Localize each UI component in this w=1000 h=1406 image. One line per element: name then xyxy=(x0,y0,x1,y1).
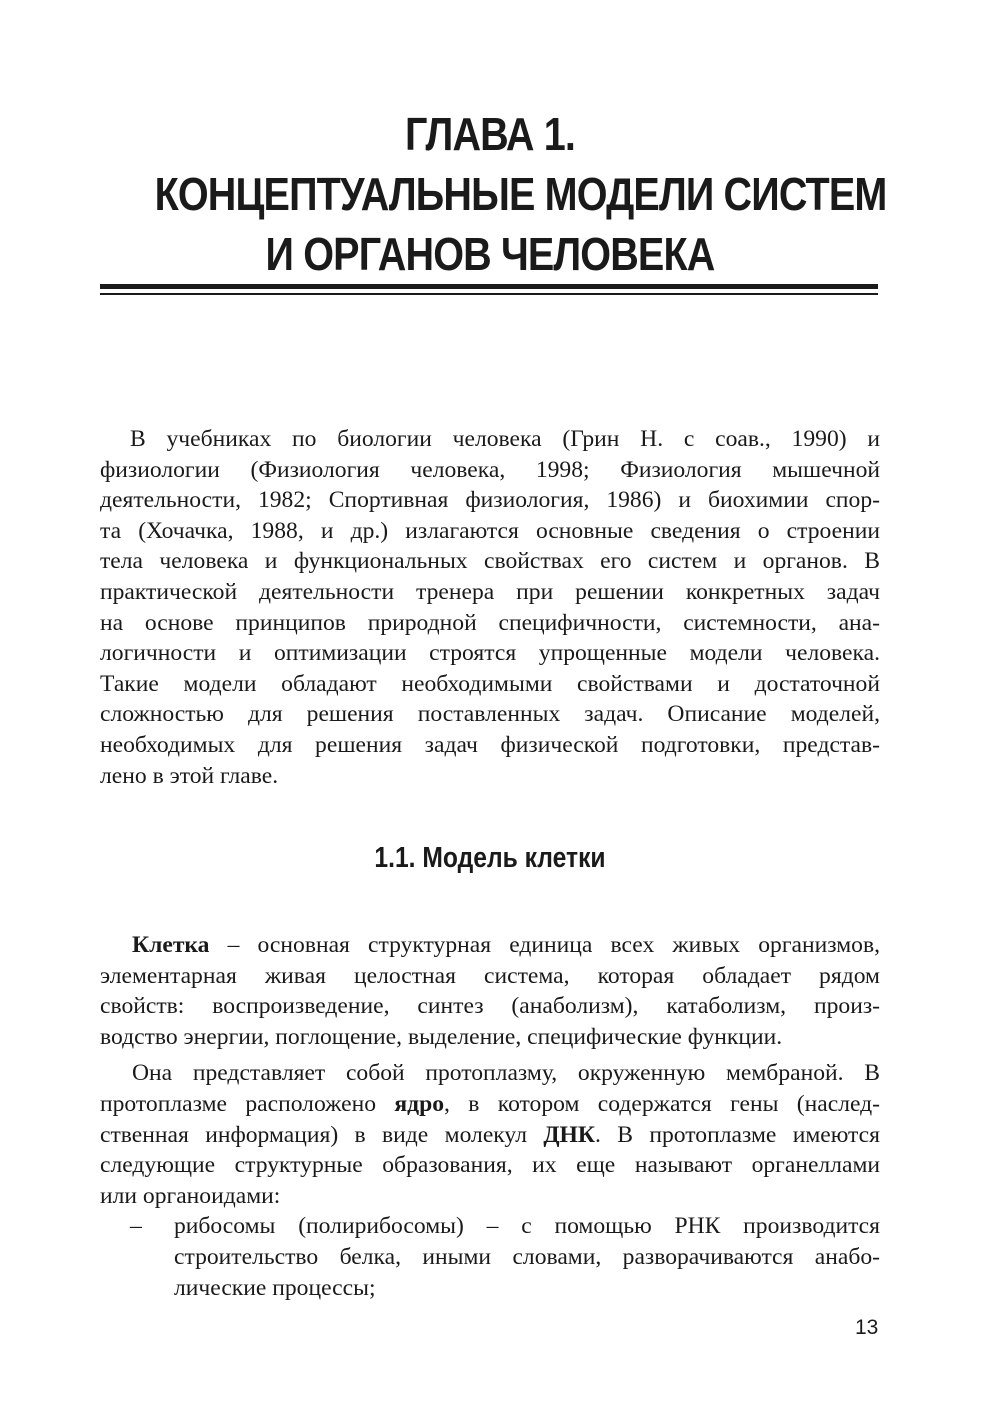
intro-line: практической деятельности тренера при решении конкретных задач xyxy=(100,578,880,605)
intro-line: Такие модели обладают необходимыми свойствами и достаточной xyxy=(100,670,880,697)
body-line: свойств: воспроизведение, синтез (анаболизм), катаболизм, произ- xyxy=(100,993,880,1020)
term-nucleus: ядро xyxy=(394,1090,445,1117)
page-number: 13 xyxy=(855,1316,879,1339)
intro-line: В учебниках по биологии человека (Грин Н. с соав., 1990) и xyxy=(130,426,880,452)
nucleus-line: протоплазме расположено ядро, в котором содержатся гены (наслед- xyxy=(100,1090,881,1117)
chapter-title-line-1: ГЛАВА 1. xyxy=(404,108,576,160)
list-line: рибосомы (полирибосомы) – с помощью РНК производится xyxy=(174,1213,880,1240)
intro-line: лено в этой главе. xyxy=(100,762,279,789)
intro-line: на основе принципов природной специфичности, системности, ана- xyxy=(100,609,880,636)
intro-paragraph xyxy=(100,424,880,791)
intro-line: сложностью для решения поставленных задач. Описание моделей, xyxy=(100,701,880,728)
list-line: строительство белка, иными словами, разворачиваются анабо- xyxy=(174,1243,880,1270)
chapter-title xyxy=(154,104,887,284)
intro-line: физиологии (Физиология человека, 1998; Физиология мышечной xyxy=(100,456,880,483)
organelle-list-item xyxy=(100,1211,880,1303)
dna-line: ственная информация) в виде молекул ДНК. В протоплазме имеются xyxy=(100,1121,880,1148)
title-rule-thick xyxy=(100,284,878,289)
body-text xyxy=(100,930,880,1303)
list-dash: – xyxy=(130,1213,142,1240)
intro-line: логичности и оптимизации строятся упрощенные модели человека. xyxy=(100,640,880,667)
body-line: водство энергии, поглощение, выделение, специфические функции. xyxy=(100,1023,783,1050)
term-dna: ДНК xyxy=(543,1121,596,1148)
body-line: следующие структурные образования, их еще называют органеллами xyxy=(100,1152,880,1179)
intro-line: необходимых для решения задач физической подготовки, представ- xyxy=(100,731,880,758)
title-rule-thin xyxy=(100,293,878,295)
intro-line: деятельности, 1982; Спортивная физиология, 1986) и биохимии спор- xyxy=(100,487,880,514)
body-line: Она представляет собой протоплазму, окруженную мембраной. В xyxy=(132,1060,880,1087)
term-cell: Клетка xyxy=(132,932,210,958)
body-line: или органоидами: xyxy=(100,1182,281,1209)
section-title: 1.1. Модель клетки xyxy=(374,842,606,874)
intro-line: та (Хочачка, 1988, и др.) излагаются основные сведения о строении xyxy=(100,517,880,544)
list-line: лические процессы; xyxy=(174,1274,376,1301)
cell-definition-line: Клетка – основная структурная единица всех живых организмов, xyxy=(132,932,880,958)
intro-line: тела человека и функциональных свойствах его систем и органов. В xyxy=(100,548,880,575)
body-line: элементарная живая целостная система, которая обладает рядом xyxy=(100,962,880,989)
chapter-title-line-3: И ОРГАНОВ ЧЕЛОВЕКА xyxy=(265,228,715,280)
chapter-title-line-2: КОНЦЕПТУАЛЬНЫЕ МОДЕЛИ СИСТЕМ xyxy=(154,168,887,220)
